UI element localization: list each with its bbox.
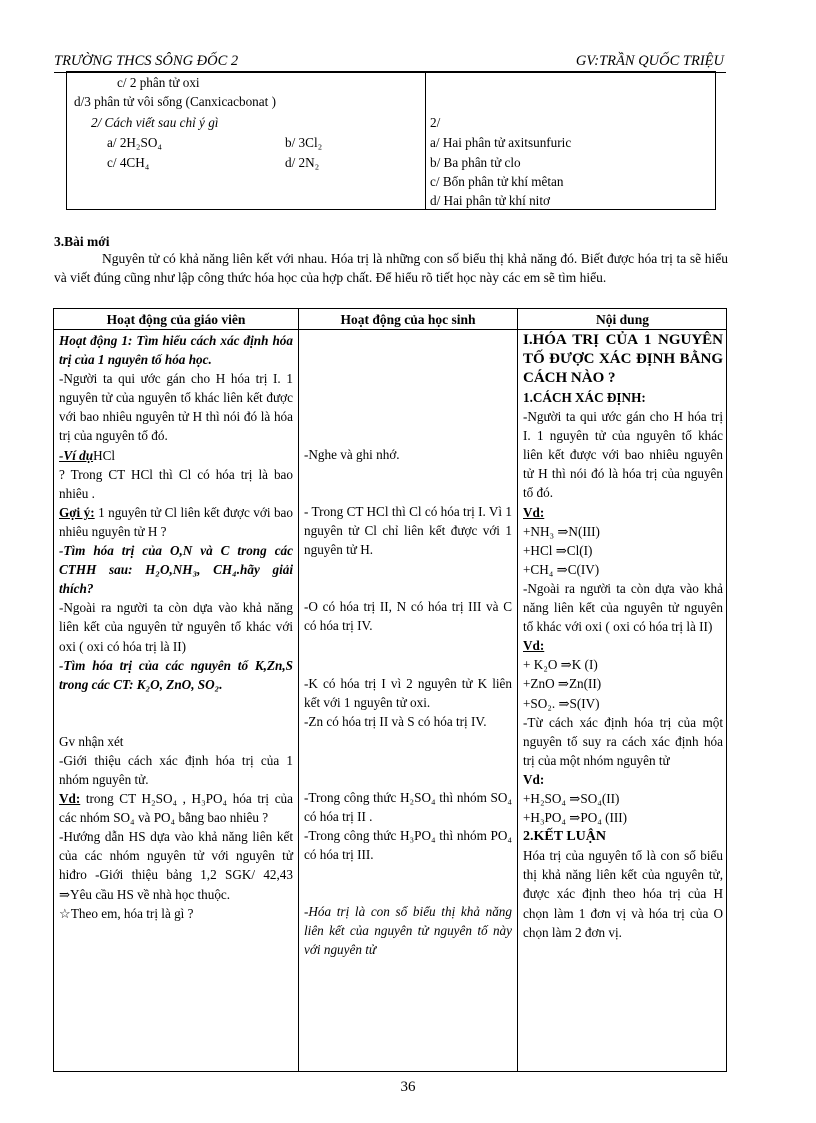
content-example-label: Vd: xyxy=(523,771,545,787)
teacher-name: GV:TRẦN QUỐC TRIỆU xyxy=(575,53,724,69)
exercise-item: d/ 2N₂ xyxy=(285,155,320,170)
content-column xyxy=(523,331,723,942)
exercise-line: d/3 phân tử vôi sống (Canxicacbonat ) xyxy=(74,94,276,109)
section-title: 3.Bài mới xyxy=(54,234,110,249)
teacher-text: -Hướng dẫn HS dựa vào khả năng liên kết của các nhóm nguyên tử với nguyên tử hiđro -Giới thiệu bảng 1,2 SGK/ 42,43 ⇒Yêu cầu HS về nhà học thuộc. xyxy=(59,829,293,902)
student-answer: -K có hóa trị I vì 2 nguyên tử K liên kết với 1 nguyên tử oxi. xyxy=(304,675,512,710)
teacher-text: -Giới thiệu cách xác định hóa trị của 1 nhóm nguyên tử. xyxy=(59,752,293,787)
content-example: + K₂O ⇒K (I) xyxy=(523,657,598,673)
teacher-example: Vd: trong CT H₂SO₄ , H₃PO₄ hóa trị của các nhóm SO₄ và PO₄ bằng bao nhiêu ? xyxy=(59,791,293,826)
student-answer: -Nghe và ghi nhớ. xyxy=(304,447,400,462)
content-conclusion: Hóa trị của nguyên tố là con số biểu thị khả năng liên kết của nguyên tử, được xác định theo hóa trị của H chọn làm 1 đơn vị và hóa trị của O chọn làm 2 đơn vị. xyxy=(523,848,723,940)
teacher-text: -Ví dụHCl xyxy=(59,447,116,463)
teacher-text: -Người ta qui ước gán cho H hóa trị I. 1 nguyên tử của nguyên tố khác liên kết được với bao nhiêu nguyên tử H thì nói đó là hóa trị của nguyên tố đó. xyxy=(59,371,293,444)
answer-item: c/ Bốn phân tử khí mêtan xyxy=(430,174,564,189)
content-heading: I.HÓA TRỊ CỦA 1 NGUYÊN TỐ ĐƯỢC XÁC ĐỊNH BẰNG CÁCH NÀO ? xyxy=(523,332,723,386)
content-example: +H₃PO₄ ⇒PO₄ (III) xyxy=(523,810,628,826)
student-answer: -Trong công thức H₂SO₄ thì nhóm SO₄ có hóa trị II . xyxy=(304,789,512,824)
answer-item: d/ Hai phân tử khí nitơ xyxy=(430,193,550,208)
activity-title: Hoạt động 1: Tìm hiểu cách xác định hóa trị của 1 nguyên tố hóa học. xyxy=(59,333,293,368)
page-number: 36 xyxy=(400,1079,416,1095)
student-answer: -Hóa trị là con số biểu thị khả năng liên kết của nguyên tử nguyên tố này với nguyên tử xyxy=(304,904,512,958)
teacher-text: -Ngoài ra người ta còn dựa vào khả năng liên kết của nguyên tử nguyên tố khác với oxi ( oxi có hóa trị là II) xyxy=(59,600,293,654)
teacher-question: ? Trong CT HCl thì Cl có hóa trị là bao nhiêu . xyxy=(59,466,293,501)
answer-heading: 2/ xyxy=(430,115,441,130)
header-student: Hoạt động của học sinh xyxy=(340,312,476,327)
student-answer: -Zn có hóa trị II và S có hóa trị IV. xyxy=(304,713,487,729)
content-example-label: Vd: xyxy=(523,504,545,520)
content-subheading: 1.CÁCH XÁC ĐỊNH: xyxy=(523,390,646,405)
teacher-question: ☆Theo em, hóa trị là gì ? xyxy=(59,905,194,921)
lesson-table xyxy=(53,308,727,1072)
header-content: Nội dung xyxy=(596,312,649,327)
exercise-table xyxy=(66,71,716,210)
teacher-task: -Tìm hóa trị của các nguyên tố K,Zn,S trong các CT: K₂O, ZnO, SO₂. xyxy=(59,657,293,692)
section-intro: Nguyên tử có khả năng liên kết với nhau. Hóa trị là những con số biểu thị khả năng đó. Biết được hóa trị ta sẽ hiểu và viết đúng cũng như lập công thức hóa học của hợp chất. Để hiểu rõ tiết học này các em sẽ tìm hiểu. xyxy=(54,251,728,285)
content-example: +ZnO ⇒Zn(II) xyxy=(523,676,602,692)
exercise-line: c/ 2 phân tử oxi xyxy=(117,75,200,90)
student-column xyxy=(304,331,512,960)
content-example: +CH₄ ⇒C(IV) xyxy=(523,561,600,577)
content-example: +SO₂. ⇒S(IV) xyxy=(523,695,600,711)
answer-item: a/ Hai phân tử axitsunfuric xyxy=(430,135,572,150)
exercise-item: a/ 2H₂SO₄ xyxy=(107,135,162,150)
content-example: +HCl ⇒Cl(I) xyxy=(523,542,593,558)
exercise-item: b/ 3Cl₂ xyxy=(285,135,323,150)
student-answer: -O có hóa trị II, N có hóa trị III và C có hóa trị IV. xyxy=(304,599,512,634)
exercise-item: c/ 4CH₄ xyxy=(107,155,150,170)
answer-item: b/ Ba phân tử clo xyxy=(430,155,521,170)
content-text: -Từ cách xác định hóa trị của một nguyên tố suy ra cách xác định hóa trị của một nhóm nguyên tử xyxy=(523,714,723,768)
teacher-hint: Gợi ý: 1 nguyên tử Cl liên kết được với bao nhiêu nguyên tử H ? xyxy=(59,504,293,539)
header-teacher: Hoạt động của giáo viên xyxy=(106,312,246,327)
content-text: -Người ta qui ước gán cho H hóa trị I. 1 nguyên tử của nguyên tố khác liên kết được với bao nhiêu nguyên tử H thì nói đó là hóa trị của nguyên tố đó. xyxy=(523,409,723,501)
teacher-task: -Tìm hóa trị của O,N và C trong các CTHH sau: H₂O,NH₃, CH₄.hãy giải thích? xyxy=(59,543,293,597)
content-subheading: 2.KẾT LUẬN xyxy=(523,829,606,845)
school-name: TRƯỜNG THCS SÔNG ĐỐC 2 xyxy=(54,53,239,69)
exercise-question: 2/ Cách viết sau chỉ ý gì xyxy=(91,115,219,130)
student-answer: - Trong CT HCl thì Cl có hóa trị I. Vì 1 nguyên tử Cl chỉ liên kết được với 1 nguyên tử H. xyxy=(304,504,512,558)
content-text: -Ngoài ra người ta còn dựa vào khả năng liên kết của nguyên tử nguyên tố khác với oxi ( oxi có hóa trị là II) xyxy=(523,580,723,635)
content-example: +NH₃ ⇒N(III) xyxy=(523,523,600,539)
content-example-label: Vd: xyxy=(523,638,545,654)
student-answer: -Trong công thức H₃PO₄ thì nhóm PO₄ có hóa trị III. xyxy=(304,828,512,863)
teacher-text: Gv nhận xét xyxy=(59,733,124,749)
content-example: +H₂SO₄ ⇒SO₄(II) xyxy=(523,790,620,806)
page-header xyxy=(54,50,726,73)
teacher-column xyxy=(59,331,293,923)
